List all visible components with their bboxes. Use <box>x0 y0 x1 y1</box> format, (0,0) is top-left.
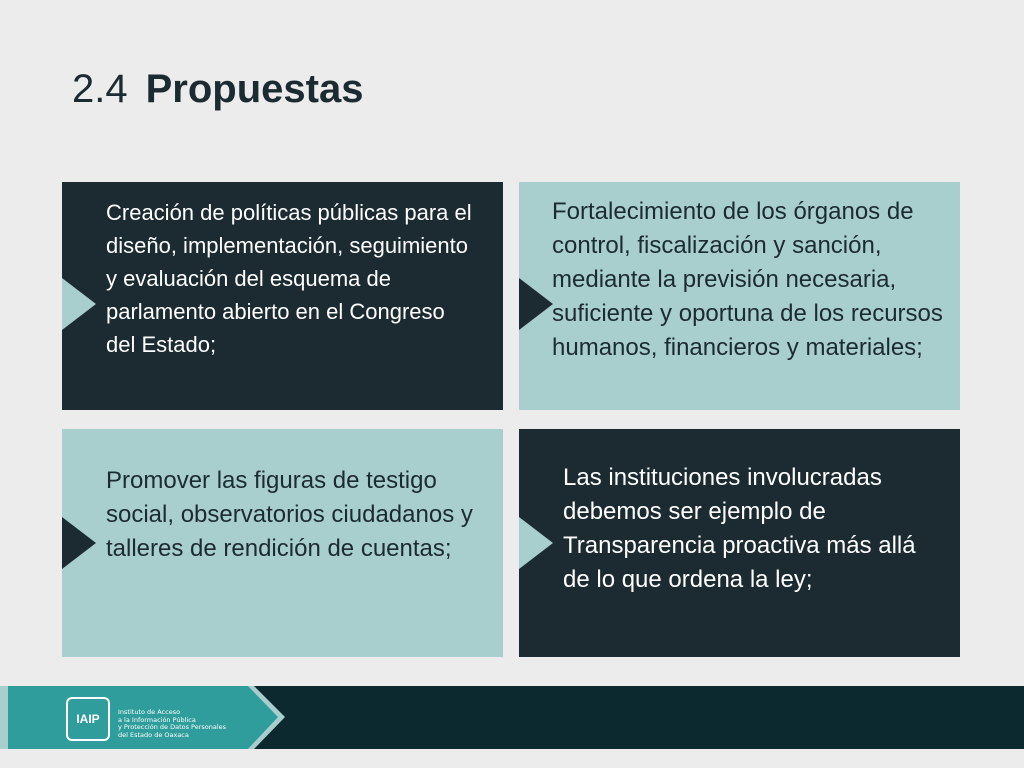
slide-title-number: 2.4 <box>72 67 128 111</box>
arrow-icon <box>519 517 553 569</box>
institution-line: Instituto de Acceso <box>118 708 181 716</box>
institution-line: a la Información Pública <box>118 715 196 724</box>
iaip-logo-text: IAIP <box>76 712 100 726</box>
slide-title-text: Propuestas <box>145 67 364 111</box>
proposal-card-1-text: Creación de políticas públicas para el diseño, implementación, seguimiento y evaluación del esquema de parlamento abierto en el Congreso del Estado; <box>106 200 472 357</box>
arrow-icon <box>519 278 553 330</box>
institution-line: del Estado de Oaxaca <box>118 730 189 739</box>
arrow-icon <box>62 278 96 330</box>
arrow-icon <box>62 517 96 569</box>
proposal-card-1 <box>62 182 503 410</box>
proposal-card-2-text: Fortalecimiento de los órganos de control, fiscalización y sanción, mediante la previsión necesaria, suficiente y oportuna de los recursos humanos, financieros y materiales; <box>552 198 943 361</box>
proposal-card-3 <box>62 429 503 657</box>
slide-title <box>72 66 363 112</box>
proposal-card-4-text: Las instituciones involucradas debemos ser ejemplo de Transparencia proactiva más allá de lo que ordena la ley; <box>563 464 916 593</box>
institution-line: y Protección de Datos Personales <box>118 723 227 731</box>
proposal-card-2 <box>519 182 960 410</box>
proposal-card-3-text: Promover las figuras de testigo social, observatorios ciudadanos y talleres de rendición de cuentas; <box>106 467 473 562</box>
iaip-logo <box>66 697 110 741</box>
proposal-card-4 <box>519 429 960 657</box>
institution-name <box>118 709 226 739</box>
bottom-strip <box>0 749 1024 768</box>
